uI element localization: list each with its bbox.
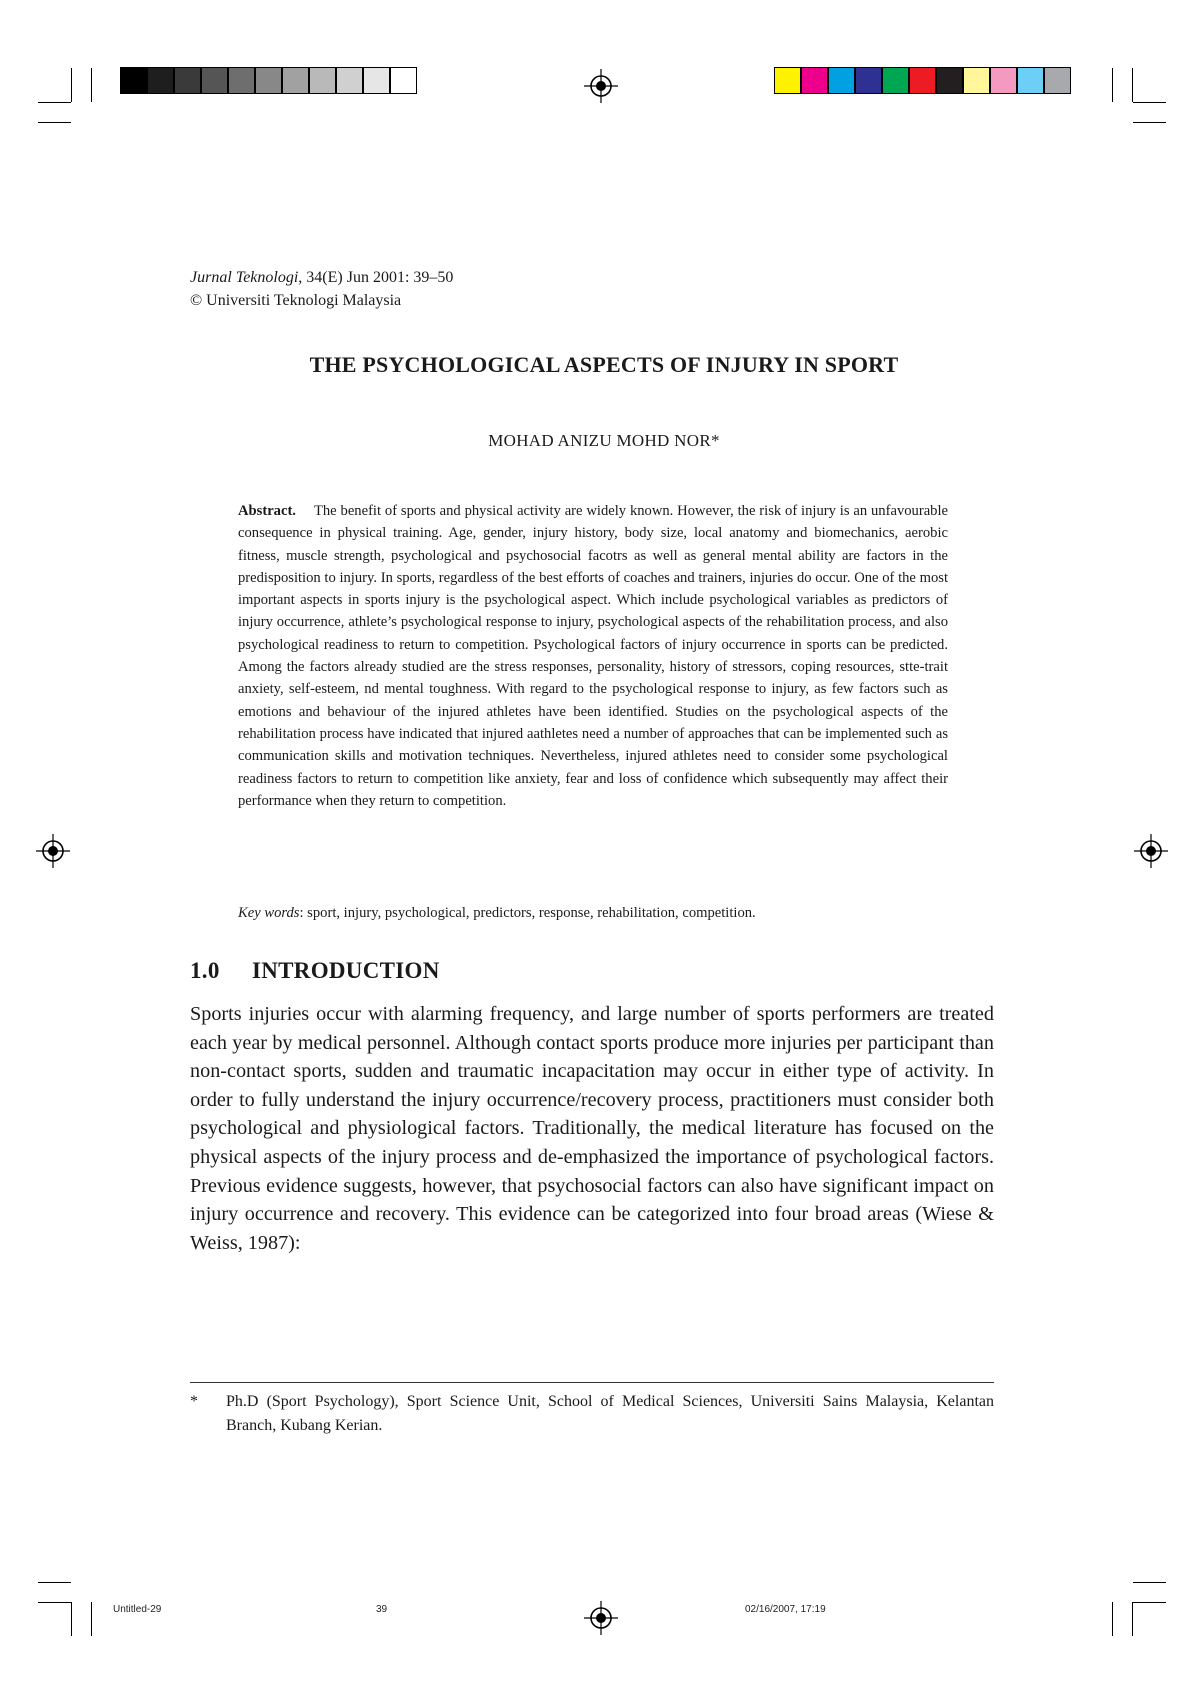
color-calibration-bar <box>774 67 1071 94</box>
keywords-text: : sport, injury, psychological, predictors, response, rehabilitation, competition. <box>299 905 756 921</box>
color-swatch <box>909 67 936 94</box>
color-swatch <box>147 67 174 94</box>
color-swatch <box>282 67 309 94</box>
crop-mark <box>71 68 72 102</box>
color-swatch <box>882 67 909 94</box>
color-swatch <box>174 67 201 94</box>
paper-title: THE PSYCHOLOGICAL ASPECTS OF INJURY IN SPORT <box>309 352 899 377</box>
crop-mark <box>38 122 71 123</box>
journal-issue-line <box>190 266 453 289</box>
slug-timestamp: 02/16/2007, 17:19 <box>745 1604 826 1615</box>
footnote <box>190 1390 994 1438</box>
footnote-marker: * <box>190 1393 198 1410</box>
color-swatch <box>363 67 390 94</box>
registration-mark-icon <box>584 69 618 103</box>
section-heading <box>190 958 440 984</box>
crop-mark <box>1133 1602 1166 1603</box>
color-swatch <box>1044 67 1071 94</box>
abstract-label: Abstract. <box>238 503 296 519</box>
color-swatch <box>936 67 963 94</box>
crop-mark <box>1133 1582 1166 1583</box>
color-swatch <box>1017 67 1044 94</box>
color-swatch <box>390 67 417 94</box>
copyright-line: © Universiti Teknologi Malaysia <box>190 292 402 309</box>
registration-mark-icon <box>1134 834 1168 868</box>
registration-mark-icon <box>584 1601 618 1635</box>
color-swatch <box>990 67 1017 94</box>
color-swatch <box>201 67 228 94</box>
crop-mark <box>91 1602 92 1636</box>
color-swatch <box>336 67 363 94</box>
abstract-text: The benefit of sports and physical activity are widely known. However, the risk of injury is an unfavourable consequence in physical training. Age, gender, injury history, body size, local anatomy and biomechanics, aerobic fitness, muscle strength, psychological and psychosocial facotrs as well as general mental ability are factors in the predisposition to injury. In sports, regardless of the best efforts of coaches and trainers, injuries do occur. One of the most important aspects in sports injury is the psychological aspect. Which include psychological variables as predictors of injury occurrence, athlete’s psychological response to injury, psychological aspects of the rehabilitation process, and also psychological readiness to return to competition. Psychological factors of injury occurrence in sports can be predicted. Among the factors already studied are the stress responses, personality, history of stressors, coping resources, stte-trait anxiety, self-esteem, nd mental toughness. With regard to the psychological response to injury, as few factors such as emotions and behaviour of the injured athletes have been identified. Studies on the psychological aspects of the rehabilitation process have indicated that injured aathletes need a number of approaches that can be implemented such as communication skills and motivation techniques. Nevertheless, injured athletes need to consider some psychological readiness factors to return to competition like anxiety, fear and loss of confidence which subsequently may affect their performance when they return to competition. <box>238 503 948 809</box>
crop-mark <box>91 68 92 102</box>
footnote-rule <box>190 1382 994 1383</box>
journal-citation <box>190 266 453 312</box>
journal-name: Jurnal Teknologi <box>190 269 299 286</box>
crop-mark <box>1132 1602 1133 1636</box>
color-swatch <box>309 67 336 94</box>
journal-issue: , 34(E) Jun 2001: 39–50 <box>298 269 454 286</box>
crop-mark <box>1112 68 1113 102</box>
crop-mark <box>38 1582 71 1583</box>
crop-mark <box>38 102 71 103</box>
keywords <box>238 902 948 924</box>
keywords-label: Key words <box>238 905 300 921</box>
section-title: INTRODUCTION <box>252 958 440 983</box>
crop-mark <box>71 1602 72 1636</box>
registration-mark-icon <box>36 834 70 868</box>
crop-mark <box>1132 68 1133 102</box>
abstract <box>238 500 948 812</box>
crop-mark <box>1133 102 1166 103</box>
color-swatch <box>228 67 255 94</box>
author-name: MOHAD ANIZU MOHD NOR* <box>488 431 720 450</box>
footnote-text: Ph.D (Sport Psychology), Sport Science Unit, School of Medical Sciences, Universiti Sains Malaysia, Kelantan Branch, Kubang Kerian. <box>226 1393 994 1434</box>
color-swatch <box>801 67 828 94</box>
body-paragraph: Sports injuries occur with alarming frequency, and large number of sports performers are treated each year by medical personnel. Although contact sports produce more injuries per participant than non-contact sports, sudden and traumatic incapacitation may occur in either type of activity. In order to fully understand the injury occurrence/recovery process, practitioners must consider both psychological and physiological factors. Traditionally, the medical literature has focused on the physical aspects of the injury process and de-emphasized the importance of psychological factors. Previous evidence suggests, however, that psychosocial factors can also have significant impact on injury occurrence and recovery. This evidence can be categorized into four broad areas (Wiese & Weiss, 1987): <box>190 1003 994 1254</box>
color-swatch <box>828 67 855 94</box>
color-swatch <box>963 67 990 94</box>
color-swatch <box>255 67 282 94</box>
slug-filename: Untitled-29 <box>113 1604 162 1615</box>
crop-mark <box>1133 122 1166 123</box>
color-swatch <box>120 67 147 94</box>
section-number: 1.0 <box>190 958 220 983</box>
gray-calibration-bar <box>120 67 417 94</box>
slug-page-number: 39 <box>376 1604 388 1615</box>
crop-mark <box>38 1602 71 1603</box>
crop-mark <box>1112 1602 1113 1636</box>
color-swatch <box>855 67 882 94</box>
color-swatch <box>774 67 801 94</box>
